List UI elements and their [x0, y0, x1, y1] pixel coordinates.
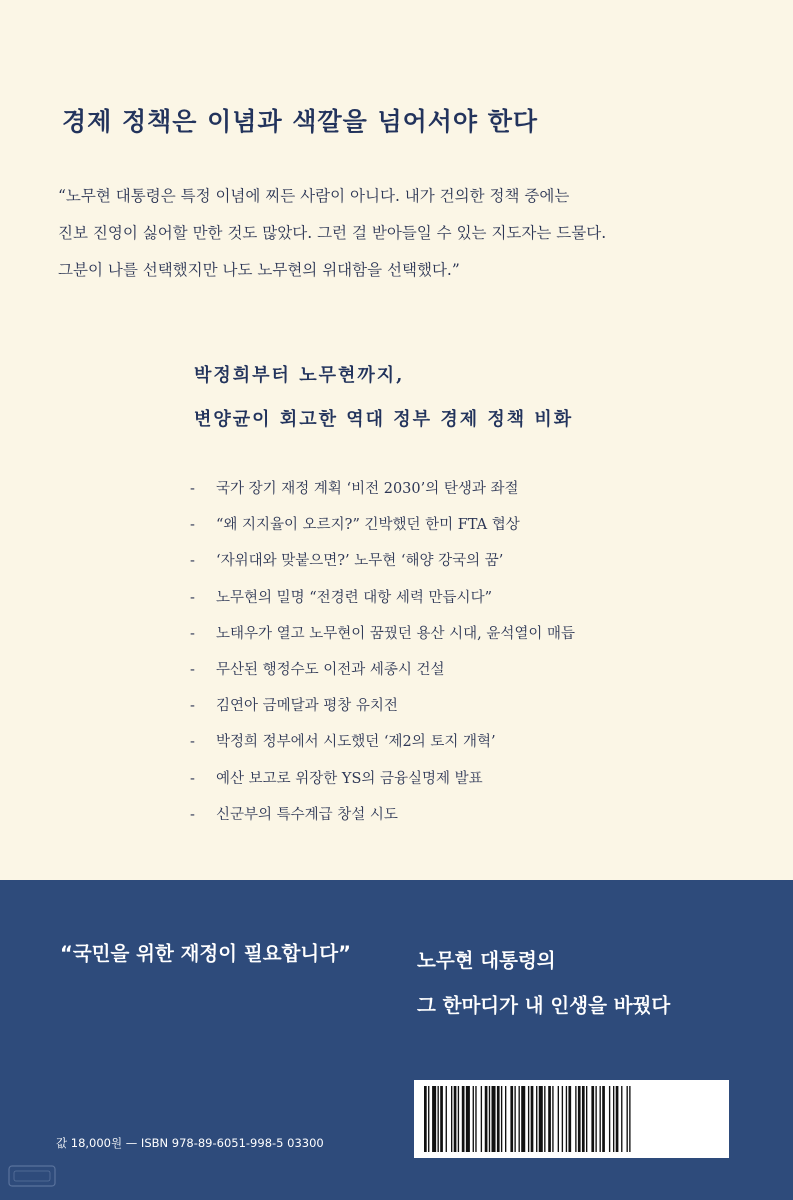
list-item-text: ‘자위대와 맞붙으면?’ 노무현 ‘해양 강국의 꿈’ — [216, 553, 504, 570]
bullet-dash: - — [190, 806, 195, 823]
bullet-dash: - — [190, 481, 195, 497]
barcode-bar — [591, 1086, 594, 1152]
slogan-quote: “국민을 위한 재정이 필요합니다” — [60, 942, 351, 965]
barcode-bar — [466, 1086, 470, 1152]
list-item — [190, 548, 575, 584]
barcode-bar — [595, 1086, 596, 1152]
topic-list — [190, 476, 575, 838]
list-item-text: 박정희 정부에서 시도했던 ‘제2의 토지 개혁’ — [216, 734, 496, 751]
barcode-bar — [505, 1086, 506, 1152]
list-item-text: 김연아 금메달과 평창 유치전 — [216, 698, 398, 715]
publisher-stamp-icon — [8, 1165, 56, 1187]
barcode-bar — [446, 1086, 447, 1152]
barcode-bar — [492, 1086, 496, 1152]
barcode-bar — [451, 1086, 452, 1152]
barcode-bar — [629, 1086, 630, 1152]
barcode-bar — [514, 1086, 515, 1152]
price-isbn: 값 18,000원 — ISBN 978-89-6051-998-5 03300 — [56, 1136, 324, 1150]
barcode-bar — [548, 1086, 551, 1152]
list-item-text: 신군부의 특수계급 창설 시도 — [216, 806, 398, 823]
headline: 경제 정책은 이념과 색깔을 넘어서야 한다 — [62, 107, 539, 136]
barcode-bar — [501, 1086, 502, 1152]
barcode-bar — [616, 1086, 619, 1152]
barcode-bar — [440, 1086, 443, 1152]
barcode-bar — [521, 1086, 525, 1152]
list-item — [190, 729, 575, 765]
list-item-text: “왜 지지율이 오르지?” 긴박했던 한미 FTA 협상 — [216, 517, 520, 534]
slogan-tagline-line: 그 한마디가 내 인생을 바꿨다 — [417, 994, 671, 1017]
barcode-bar — [539, 1086, 543, 1152]
barcode-bar — [481, 1086, 482, 1152]
list-item — [190, 476, 575, 512]
slogan-tagline — [417, 938, 670, 1028]
barcode-bar — [497, 1086, 500, 1152]
bullet-dash: - — [190, 553, 195, 570]
bullet-dash: - — [190, 661, 195, 678]
barcode-bar — [578, 1086, 581, 1152]
list-item — [190, 512, 575, 548]
subheading-line: 박정희부터 노무현까지, — [194, 365, 405, 386]
barcode-bar — [424, 1086, 427, 1152]
barcode-bar — [536, 1086, 537, 1152]
barcode-bar — [489, 1086, 490, 1152]
barcode-bar — [454, 1086, 457, 1152]
barcode-bar — [458, 1086, 459, 1152]
barcode-bar — [432, 1086, 436, 1152]
subheading-line: 변양균이 회고한 역대 정부 경제 정책 비화 — [194, 409, 574, 430]
barcode-bar — [510, 1086, 513, 1152]
barcode-bar — [552, 1086, 553, 1152]
barcode-bar — [627, 1086, 628, 1152]
list-item — [190, 693, 575, 729]
slogan-tagline-line: 노무현 대통령의 — [417, 949, 556, 972]
list-item — [190, 621, 575, 657]
list-item-text: 국가 장기 재정 계획 ‘비전 2030’의 탄생과 좌절 — [216, 481, 519, 497]
barcode-bar — [566, 1086, 567, 1152]
quote-line: “노무현 대통령은 특정 이념에 찌든 사람이 아니다. 내가 건의한 정책 중에는 — [58, 187, 570, 205]
barcode-bar — [462, 1086, 465, 1152]
quote-line: 진보 진영이 싫어할 만한 것도 많았다. 그런 걸 받아들일 수 있는 지도자는 드물다. — [58, 224, 607, 242]
barcode-bar — [528, 1086, 529, 1152]
bullet-dash: - — [190, 589, 195, 606]
barcode-bar — [562, 1086, 563, 1152]
bullet-dash: - — [190, 698, 195, 715]
barcode-bar — [609, 1086, 610, 1152]
list-item-text: 무산된 행정수도 이전과 세종시 건설 — [216, 661, 445, 678]
barcode-bar — [544, 1086, 545, 1152]
barcode-bar — [531, 1086, 534, 1152]
list-item — [190, 802, 575, 838]
bullet-dash: - — [190, 734, 195, 751]
quote-line: 그분이 나를 선택했지만 나도 노무현의 위대함을 선택했다.” — [58, 261, 460, 279]
barcode-bar — [613, 1086, 614, 1152]
barcode-bar — [428, 1086, 429, 1152]
barcode-bar — [582, 1086, 585, 1152]
barcode-bar — [602, 1086, 605, 1152]
list-item-text: 노무현의 밀명 “전경련 대항 세력 만듭시다” — [216, 589, 492, 606]
barcode-bar — [558, 1086, 559, 1152]
subheading — [194, 354, 573, 442]
barcode-bar — [568, 1086, 571, 1152]
isbn-barcode-icon — [414, 1080, 729, 1158]
barcode-bar — [600, 1086, 601, 1152]
barcode-bar — [438, 1086, 439, 1152]
list-item — [190, 585, 575, 621]
barcode-bar — [575, 1086, 576, 1152]
list-item-text: 노태우가 열고 노무현이 꿈꿨던 용산 시대, 윤석열이 매듭 — [216, 625, 576, 642]
bullet-dash: - — [190, 625, 195, 642]
barcode-bar — [485, 1086, 488, 1152]
barcode-bar — [519, 1086, 520, 1152]
list-item — [190, 657, 575, 693]
bullet-dash: - — [190, 770, 195, 787]
list-item — [190, 766, 575, 802]
quote-block — [58, 178, 738, 289]
barcode-bar — [621, 1086, 622, 1152]
barcode-bar — [473, 1086, 474, 1152]
barcode-bar — [586, 1086, 587, 1152]
bullet-dash: - — [190, 517, 195, 534]
barcode-bar — [475, 1086, 476, 1152]
list-item-text: 예산 보고로 위장한 YS의 금융실명제 발표 — [216, 770, 483, 787]
back-cover-lower-band — [0, 880, 793, 1200]
